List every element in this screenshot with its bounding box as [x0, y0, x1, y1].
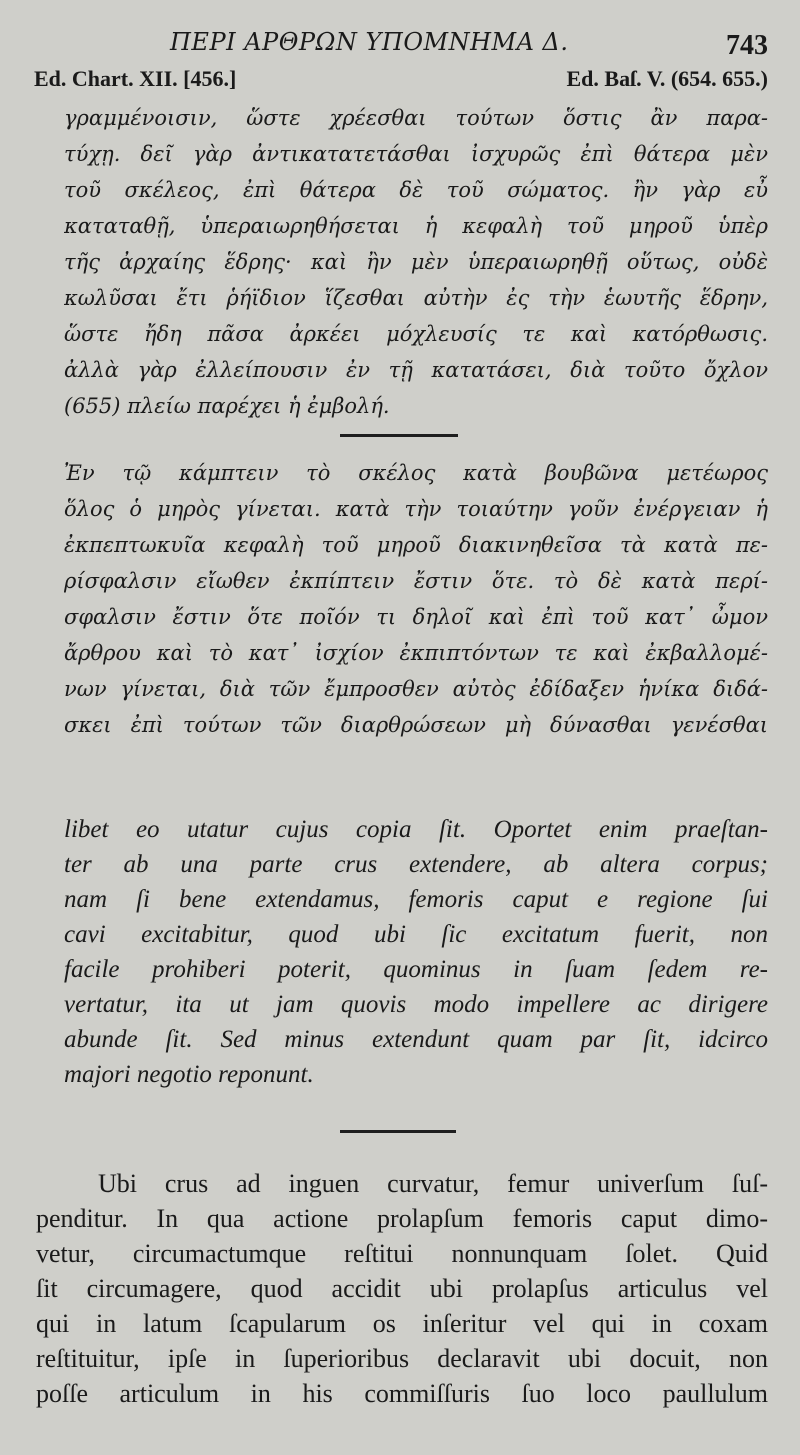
- greek-line: κωλῦσαι ἔτι ῥήϊδιον ἵζεσθαι αὐτὴν ἐς τὴν ἑωυτῆς ἕδρην,: [64, 286, 768, 310]
- latin-line: facile prohiberi poterit, quominus in ſuam ſedem re-: [64, 956, 768, 983]
- greek-text-block-1: [64, 100, 768, 424]
- greek-line: τῆς ἀρχαίης ἕδρης· καὶ ἢν μὲν ὑπεραιωρηθῇ οὕτως, οὐδὲ: [64, 250, 768, 274]
- latin-line: Ubi crus ad inguen curvatur, femur univerſum ſuſ-: [98, 1169, 768, 1198]
- page-number: 743: [726, 30, 768, 61]
- latin-line: nam ſi bene extendamus, femoris caput e regione ſui: [64, 886, 768, 913]
- greek-line: (655) πλείω παρέχει ἡ ἐμβολή.: [64, 394, 390, 418]
- greek-line: γραμμένοισιν, ὥστε χρέεσθαι τούτων ὅστις ἂν παρα-: [64, 106, 768, 130]
- greek-line: ἄρθρου καὶ τὸ κατ᾽ ἰσχίον ἐκπιπτόντων τε καὶ ἐκβαλλομέ-: [64, 641, 768, 665]
- section-divider: [340, 1130, 456, 1133]
- running-title: ΠΕΡΙ ΑΡΘΡΩΝ ΥΠΟΜΝΗΜΑ Δ.: [170, 28, 569, 56]
- greek-line: ὥστε ἤδη πᾶσα ἀρκέει μόχλευσίς τε καὶ κατόρθωσις.: [64, 322, 768, 346]
- latin-line: penditur. In qua actione prolapſum femoris caput dimo-: [36, 1204, 768, 1233]
- latin-line: ſit circumagere, quod accidit ubi prolapſus articulus vel: [36, 1274, 768, 1303]
- greek-line: σκει ἐπὶ τούτων τῶν διαρθρώσεων μὴ δύνασθαι γενέσθαι: [64, 713, 768, 737]
- latin-line: vertatur, ita ut jam quovis modo impellere ac dirigere: [64, 991, 768, 1018]
- greek-line: ρίσφαλσιν εἴωθεν ἐκπίπτειν ἔστιν ὅτε. τὸ δὲ κατὰ περί-: [64, 569, 768, 593]
- greek-text-block-2: [64, 455, 768, 743]
- edition-reference-basel: Ed. Baſ. V. (654. 655.): [566, 66, 768, 91]
- greek-line: ἐκπεπτωκυῖα κεφαλὴ τοῦ μηροῦ διακινηθεῖσα τὰ κατὰ πε-: [64, 533, 768, 557]
- greek-line: ὅλος ὁ μηρὸς γίνεται. κατὰ τὴν τοιαύτην γοῦν ἐνέργειαν ἡ: [64, 497, 768, 521]
- latin-line: libet eo utatur cujus copia ſit. Oportet enim praeſtan-: [64, 816, 768, 843]
- latin-line: majori negotio reponunt.: [64, 1061, 314, 1088]
- greek-line: σφαλσιν ἔστιν ὅτε ποῖόν τι δηλοῖ καὶ ἐπὶ τοῦ κατ᾽ ὦμον: [64, 605, 768, 629]
- greek-line: καταταθῇ, ὑπεραιωρηθήσεται ἡ κεφαλὴ τοῦ μηροῦ ὑπὲρ: [64, 214, 768, 238]
- greek-line: τύχῃ. δεῖ γὰρ ἀντικατατετάσθαι ἰσχυρῶς ἐπὶ θάτερα μὲν: [64, 142, 768, 166]
- greek-line: νων γίνεται, διὰ τῶν ἔμπροσθεν αὐτὸς ἐδίδαξεν ἡνίκα διδά-: [64, 677, 768, 701]
- latin-line: abunde ſit. Sed minus extendunt quam par ſit, idcirco: [64, 1026, 768, 1053]
- latin-line: ter ab una parte crus extendere, ab altera corpus;: [64, 851, 768, 878]
- greek-line: Ἐν τῷ κάμπτειν τὸ σκέλος κατὰ βουβῶνα μετέωρος: [64, 461, 768, 485]
- greek-line: τοῦ σκέλεος, ἐπὶ θάτερα δὲ τοῦ σώματος. ἢν γὰρ εὖ: [64, 178, 768, 202]
- latin-commentary-block: [36, 1166, 768, 1411]
- latin-line: cavi excitabitur, quod ubi ſic excitatum fuerit, non: [64, 921, 768, 948]
- latin-line: poſſe articulum in his commiſſuris ſuo loco paullulum: [36, 1379, 768, 1408]
- latin-line: vetur, circumactumque reſtitui nonnunquam ſolet. Quid: [36, 1239, 768, 1268]
- section-divider: [340, 434, 458, 437]
- latin-translation-block: [64, 812, 768, 1092]
- greek-line: ἀλλὰ γὰρ ἐλλείπουσιν ἐν τῇ κατατάσει, διὰ τοῦτο ὄχλον: [64, 358, 768, 382]
- edition-reference-chartier: Ed. Chart. XII. [456.]: [34, 66, 237, 91]
- latin-line: qui in latum ſcapularum os inſeritur vel qui in coxam: [36, 1309, 768, 1338]
- latin-line: reſtituitur, ipſe in ſuperioribus declaravit ubi docuit, non: [36, 1344, 768, 1373]
